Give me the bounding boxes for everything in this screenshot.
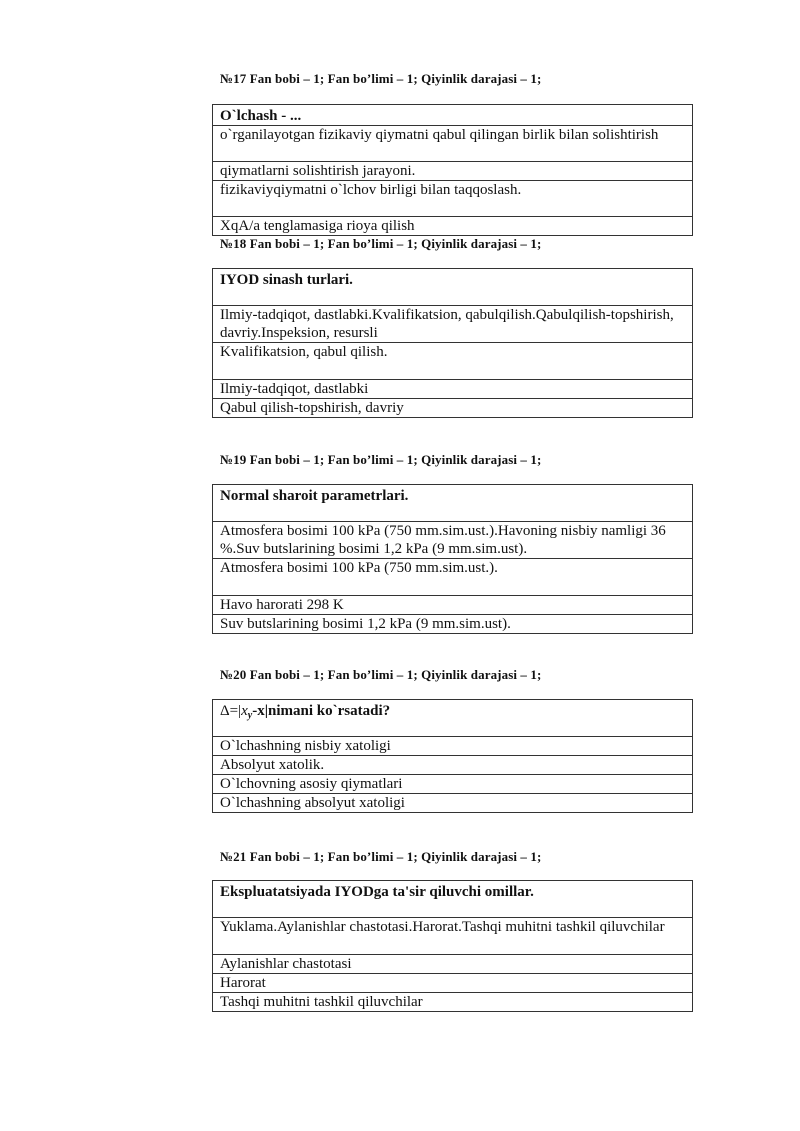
- question-19-title: Normal sharoit parametrlari.: [213, 485, 693, 522]
- question-17-table: [212, 104, 693, 236]
- question-18-option-3: Ilmiy-tadqiqot, dastlabki: [213, 380, 693, 399]
- question-20-option-1: O`lchashning nisbiy xatoligi: [213, 737, 693, 756]
- question-20-option-3: O`lchovning asosiy qiymatlari: [213, 775, 693, 794]
- question-20-option-4: O`lchashning absolyut xatoligi: [213, 794, 693, 813]
- delta-formula-prefix: Δ=|: [220, 703, 242, 719]
- question-19-option-2: Atmosfera bosimi 100 kPa (750 mm.sim.ust.).: [213, 559, 693, 596]
- question-17-option-1: o`rganilayotgan fizikaviy qiymatni qabul qilingan birlik bilan solishtirish: [213, 126, 693, 162]
- question-17-option-2: qiymatlarni solishtirish jarayoni.: [213, 162, 693, 181]
- question-20-table: [212, 699, 693, 813]
- question-17-title: O`lchash - ...: [213, 105, 693, 126]
- question-19-option-3: Havo harorati 298 K: [213, 596, 693, 615]
- question-19-header: №19 Fan bobi – 1; Fan bo’limi – 1; Qiyinlik darajasi – 1;: [220, 452, 542, 467]
- question-21-option-2: Aylanishlar chastotasi: [213, 955, 693, 974]
- question-19-option-1: Atmosfera bosimi 100 kPa (750 mm.sim.ust.).Havoning nisbiy namligi 36 %.Suv butslarining bosimi 1,2 kPa (9 mm.sim.ust).: [213, 522, 693, 559]
- question-21-option-4: Tashqi muhitni tashkil qiluvchilar: [213, 993, 693, 1012]
- formula-subscript-y: y: [247, 710, 253, 721]
- question-21-table: [212, 880, 693, 1012]
- question-20-option-2: Absolyut xatolik.: [213, 756, 693, 775]
- question-21-option-1: Yuklama.Aylanishlar chastotasi.Harorat.Tashqi muhitni tashkil qiluvchilar: [213, 918, 693, 955]
- question-18-title: IYOD sinash turlari.: [213, 269, 693, 306]
- question-20-header: №20 Fan bobi – 1; Fan bo’limi – 1; Qiyinlik darajasi – 1;: [220, 667, 542, 682]
- formula-variable-x: x: [241, 703, 248, 719]
- question-19-option-4: Suv butslarining bosimi 1,2 kPa (9 mm.sim.ust).: [213, 615, 693, 634]
- question-18-option-2: Kvalifikatsion, qabul qilish.: [213, 343, 693, 380]
- question-17-option-4: XqA/a tenglamasiga rioya qilish: [213, 217, 693, 236]
- question-18-header: №18 Fan bobi – 1; Fan bo’limi – 1; Qiyinlik darajasi – 1;: [220, 236, 542, 251]
- question-21-title: Ekspluatatsiyada IYODga ta'sir qiluvchi omillar.: [213, 881, 693, 918]
- question-19-table: [212, 484, 693, 634]
- question-20-title-text: -x|nimani ko`rsatadi?: [252, 703, 391, 719]
- question-20-title: [213, 700, 693, 737]
- question-18-option-4: Qabul qilish-topshirish, davriy: [213, 399, 693, 418]
- question-17-option-3: fizikaviyqiymatni o`lchov birligi bilan taqqoslash.: [213, 181, 693, 217]
- question-17-header: №17 Fan bobi – 1; Fan bo’limi – 1; Qiyinlik darajasi – 1;: [220, 71, 542, 86]
- question-21-option-3: Harorat: [213, 974, 693, 993]
- question-21-header: №21 Fan bobi – 1; Fan bo’limi – 1; Qiyinlik darajasi – 1;: [220, 849, 542, 864]
- question-18-option-1: Ilmiy-tadqiqot, dastlabki.Kvalifikatsion, qabulqilish.Qabulqilish-topshirish, davriy.Inspeksion, resursli: [213, 306, 693, 343]
- question-18-table: [212, 268, 693, 418]
